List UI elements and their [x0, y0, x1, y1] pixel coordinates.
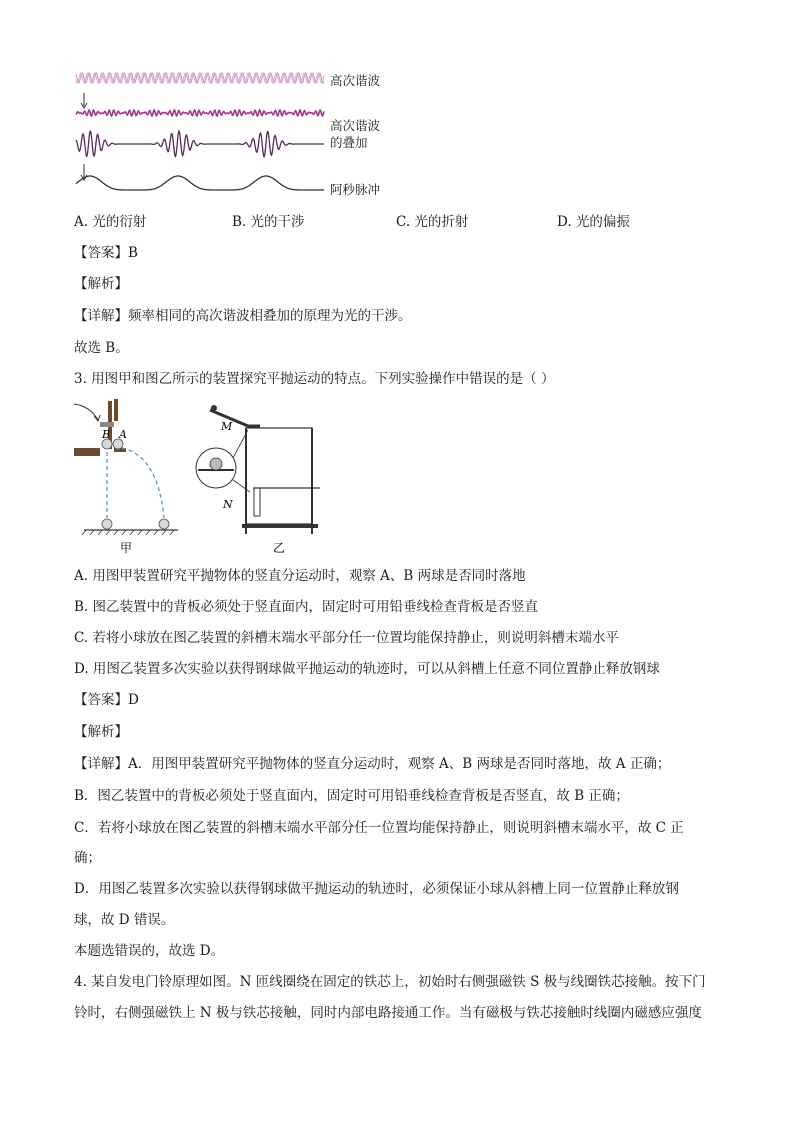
q3-detail-line-4: 确；	[74, 850, 101, 866]
attosecond-pulse	[76, 176, 324, 190]
label-high-harmonic: 高次谐波	[330, 73, 381, 88]
q3-stem: 3. 用图甲和图乙所示的装置探究平抛运动的特点。下列实验操作中错误的是（ ）	[74, 371, 555, 387]
q3-answer: 【答案】D	[74, 692, 139, 708]
q3-option-b: B. 图乙装置中的背板必须处于竖直面内，固定时可用铅垂线检查背板是否竖直	[74, 599, 539, 615]
q3-conclusion: 本题选错误的，故选 D。	[74, 943, 225, 959]
q2-option-c: C. 光的折射	[396, 214, 469, 230]
label-superposition: 的叠加	[330, 135, 368, 150]
ball-b-landed	[102, 519, 112, 529]
label-b: B	[102, 428, 111, 441]
q3-analysis-title: 【解析】	[74, 724, 128, 740]
q2-answer: 【答案】B	[74, 245, 138, 261]
q2-option-d: D. 光的偏振	[557, 214, 630, 230]
label-m: M	[221, 420, 233, 433]
q2-option-b: B. 光的干涉	[232, 214, 305, 230]
superposed-wave	[76, 131, 324, 157]
q2-analysis-title: 【解析】	[74, 276, 128, 292]
apparatus-svg	[70, 396, 340, 558]
platform	[74, 448, 100, 456]
q3-option-a: A. 用图甲装置研究平抛物体的竖直分运动时，观察 A、B 两球是否同时落地	[74, 568, 526, 584]
chute-ball	[211, 405, 217, 411]
q2-conclusion: 故选 B。	[74, 340, 129, 356]
back-board	[246, 428, 312, 524]
apparatus-yi	[196, 405, 320, 534]
chute	[210, 410, 260, 426]
harmonic-wave-strip	[76, 110, 324, 116]
label-a: A	[119, 428, 127, 441]
q2-option-a: A. 光的衍射	[74, 214, 147, 230]
parabolic-path	[122, 448, 164, 518]
bracket	[100, 422, 114, 427]
q4-line-1: 4. 某自发电门铃原理如图。N 匝线圈绕在固定的铁芯上，初始时右侧强磁铁 S 极与线圈铁芯接触。按下门	[74, 974, 706, 990]
ball-a-landed	[159, 519, 169, 529]
label-high-harmonic-2: 高次谐波	[330, 118, 381, 133]
zoom-ball	[210, 458, 222, 470]
q3-option-d: D. 用图乙装置多次实验以获得钢球做平抛运动的轨迹时，可以从斜槽上任意不同位置静止释放钢球	[74, 661, 660, 677]
apparatus-figure	[70, 396, 340, 558]
post-2	[114, 399, 118, 421]
harmonics-figure	[70, 66, 330, 198]
q3-detail-line-2: B．图乙装置中的背板必须处于竖直面内，固定时可用铅垂线检查背板是否竖直，故 B 正确；	[74, 788, 629, 804]
strike-arrow	[74, 404, 98, 420]
label-attosecond-pulse: 阿秒脉冲	[330, 182, 381, 197]
caption-yi: 乙	[273, 541, 286, 555]
q3-option-c: C. 若将小球放在图乙装置的斜槽末端水平部分任一位置均能保持静止，则说明斜槽末端水平	[74, 630, 619, 646]
q3-detail-line-6: 球，故 D 错误。	[74, 912, 175, 928]
label-n: N	[223, 498, 233, 511]
q3-detail-line-1: 【详解】A．用图甲装置研究平抛物体的竖直分运动时，观察 A、B 两球是否同时落地，故 A 正确；	[74, 756, 671, 772]
q3-detail-line-3: C．若将小球放在图乙装置的斜槽末端水平部分任一位置均能保持静止，则说明斜槽末端水平，故 C 正	[74, 820, 684, 836]
q2-detail: 【详解】频率相同的高次谐波相叠加的原理为光的干涉。	[74, 308, 412, 324]
q3-detail-line-5: D．用图乙装置多次实验以获得钢球做平抛运动的轨迹时，必须保证小球从斜槽上同一位置静止释放钢	[74, 881, 679, 897]
q4-line-2: 铃时，右侧强磁铁上 N 极与铁芯接触，同时内部电路接通工作。当有磁极与铁芯接触时线圈内磁感应强度	[74, 1005, 702, 1021]
caption-jia: 甲	[120, 541, 133, 555]
ground-hatch	[82, 530, 174, 535]
harmonics-waves-svg	[70, 66, 330, 198]
feet	[246, 530, 312, 534]
apparatus-jia	[74, 399, 178, 535]
